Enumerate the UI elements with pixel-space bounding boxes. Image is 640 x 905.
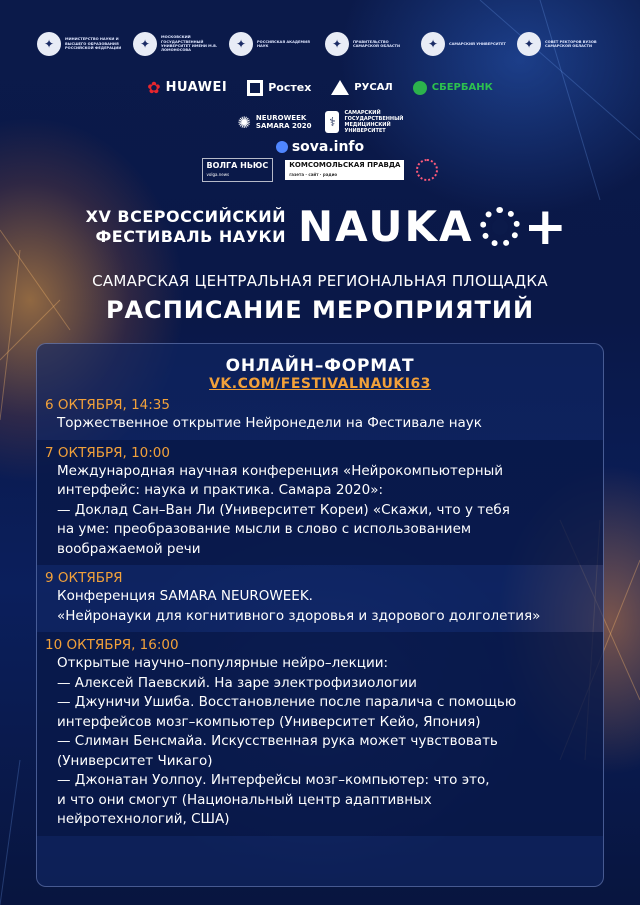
event-line: на уме: преобразование мысли в слово с использованием bbox=[57, 521, 472, 537]
event-line: «Нейронауки для когнитивного здоровья и здорового долголетия» bbox=[57, 607, 541, 624]
schedule-title: РАСПИСАНИЕ МЕРОПРИЯТИЙ bbox=[105, 296, 535, 324]
neuron-star-icon: ✺ bbox=[237, 112, 251, 132]
nauka-brand-logo bbox=[298, 197, 568, 257]
festival-title: XV ВСЕРОССИЙСКИЙ ФЕСТИВАЛЬ НАУКИ bbox=[85, 207, 286, 246]
vk-link[interactable]: VK.COM/FESTIVALNAUKI63 bbox=[209, 376, 431, 392]
huawei-petals-icon: ✿ bbox=[147, 78, 161, 97]
organizer-logos-row bbox=[0, 110, 640, 134]
huawei-logo: ✿ HUAWEI bbox=[147, 78, 228, 97]
partner-logo bbox=[517, 32, 603, 56]
event-item bbox=[37, 392, 603, 440]
partner-logos-row bbox=[0, 32, 640, 56]
venue-subtitle: САМАРСКАЯ ЦЕНТРАЛЬНАЯ РЕГИОНАЛЬНАЯ ПЛОЩАДКА bbox=[92, 272, 548, 290]
council-emblem-icon: ✦ bbox=[517, 32, 541, 56]
coat-of-arms-icon: ✦ bbox=[37, 32, 61, 56]
event-line: интерфейс: наука и практика. Самара 2020»: bbox=[57, 482, 384, 498]
sberbank-logo: СБЕРБАНК bbox=[413, 81, 493, 95]
partner-logo bbox=[37, 32, 123, 56]
event-line: — Доклад Сан–Ван Ли (Университет Кореи) «Скажи, что у тебя bbox=[57, 501, 510, 518]
event-description bbox=[45, 414, 595, 434]
rostec-logo: Ростех bbox=[247, 80, 311, 96]
partner-logo bbox=[325, 32, 411, 56]
partner-logo-text: САМАРСКИЙ УНИВЕРСИТЕТ bbox=[449, 41, 506, 46]
rostec-square-icon bbox=[247, 80, 263, 96]
event-description bbox=[45, 587, 595, 626]
event-line: Международная научная конференция «Нейрокомпьютерный bbox=[57, 462, 504, 479]
event-date: 7 ОКТЯБРЯ, 10:00 bbox=[45, 444, 170, 461]
partner-logo bbox=[133, 32, 219, 56]
sova-logo: sova.info bbox=[0, 139, 640, 155]
event-line: и что они смогут (Национальный центр адаптивных bbox=[57, 791, 432, 808]
event-line: — Алексей Паевский. На заре электрофизиологии bbox=[57, 674, 417, 691]
event-item bbox=[37, 632, 603, 836]
neuroweek-year: SAMARA 2020 bbox=[255, 122, 312, 130]
event-date: 6 ОКТЯБРЯ, 14:35 bbox=[45, 397, 170, 413]
event-item bbox=[37, 440, 603, 566]
brand-word: NAUKA bbox=[298, 202, 474, 251]
partner-logo-text: МОСКОВСКИЙ ГОСУДАРСТВЕННЫЙ УНИВЕРСИТЕТ ИМЕНИ М.В. ЛОМОНОСОВА bbox=[161, 35, 218, 53]
neuroweek-name: NEUROWEEK bbox=[255, 114, 307, 122]
academy-building-icon: ✦ bbox=[229, 32, 253, 56]
event-item bbox=[37, 565, 603, 632]
rusal-triangle-icon bbox=[331, 80, 349, 95]
event-line: — Джонатан Уолпоу. Интерфейсы мозг–компьютер: что это, bbox=[57, 772, 490, 788]
partner-logo-text: МИНИСТЕРСТВО НАУКИ И ВЫСШЕГО ОБРАЗОВАНИЯ РОССИЙСКОЙ ФЕДЕРАЦИИ bbox=[65, 37, 122, 51]
partner-logo bbox=[421, 32, 507, 56]
event-line: (Университет Чикаго) bbox=[57, 752, 213, 769]
partner-logo bbox=[229, 32, 315, 56]
samara-region-icon: ✦ bbox=[325, 32, 349, 56]
sova-globe-icon bbox=[276, 141, 288, 153]
event-line: Торжественное открытие Нейронедели на Фестивале наук bbox=[57, 415, 482, 431]
event-line: Конференция SAMARA NEUROWEEK. bbox=[57, 588, 313, 604]
tv-dots-icon bbox=[416, 159, 438, 181]
event-date: 10 ОКТЯБРЯ, 16:00 bbox=[45, 637, 179, 653]
event-line: нейротехнологий, США) bbox=[57, 811, 230, 827]
volga-news-logo: ВОЛГА НЬЮС volga.news bbox=[202, 158, 274, 182]
event-line: — Слиман Бенсмайа. Искусственная рука может чувствовать bbox=[57, 733, 498, 749]
msu-building-icon: ✦ bbox=[133, 32, 157, 56]
format-title: ОНЛАЙН–ФОРМАТ bbox=[225, 356, 415, 376]
samara-university-icon: ✦ bbox=[421, 32, 445, 56]
event-date: 9 ОКТЯБРЯ bbox=[45, 570, 123, 586]
event-line: Открытые научно–популярные нейро–лекции: bbox=[57, 655, 389, 671]
medical-university-logo: ⚕ САМАРСКИЙ ГОСУДАРСТВЕННЫЙ МЕДИЦИНСКИЙ УНИВЕРСИТЕТ bbox=[325, 110, 402, 134]
sberbank-circle-icon bbox=[413, 81, 427, 95]
events-list bbox=[37, 392, 603, 836]
event-description bbox=[45, 654, 595, 830]
dotted-ring-icon bbox=[480, 207, 520, 247]
media-logos-row bbox=[0, 158, 640, 182]
medical-shield-icon: ⚕ bbox=[325, 111, 339, 133]
partner-logo-text: ПРАВИТЕЛЬСТВО САМАРСКОЙ ОБЛАСТИ bbox=[353, 39, 400, 48]
neuroweek-logo bbox=[238, 113, 312, 132]
komsomolskaya-pravda-logo: КОМСОМОЛЬСКАЯ ПРАВДА газета · сайт · радио bbox=[285, 160, 404, 180]
event-line: — Джуничи Ушиба. Восстановление после паралича с помощью bbox=[57, 694, 517, 710]
event-line: интерфейсов мозг–компьютер (Университет Кейо, Япония) bbox=[57, 713, 481, 730]
partner-logo-text: СОВЕТ РЕКТОРОВ ВУЗОВ САМАРСКОЙ ОБЛАСТИ bbox=[545, 39, 597, 48]
brand-plus: + bbox=[523, 197, 568, 257]
schedule-panel bbox=[36, 343, 604, 887]
rusal-logo: РУСАЛ bbox=[331, 80, 392, 95]
partner-logo-text: РОССИЙСКАЯ АКАДЕМИЯ НАУК bbox=[257, 39, 310, 48]
sponsor-logos-row bbox=[0, 78, 640, 97]
event-description bbox=[45, 462, 595, 560]
event-line: воображаемой речи bbox=[57, 540, 201, 557]
